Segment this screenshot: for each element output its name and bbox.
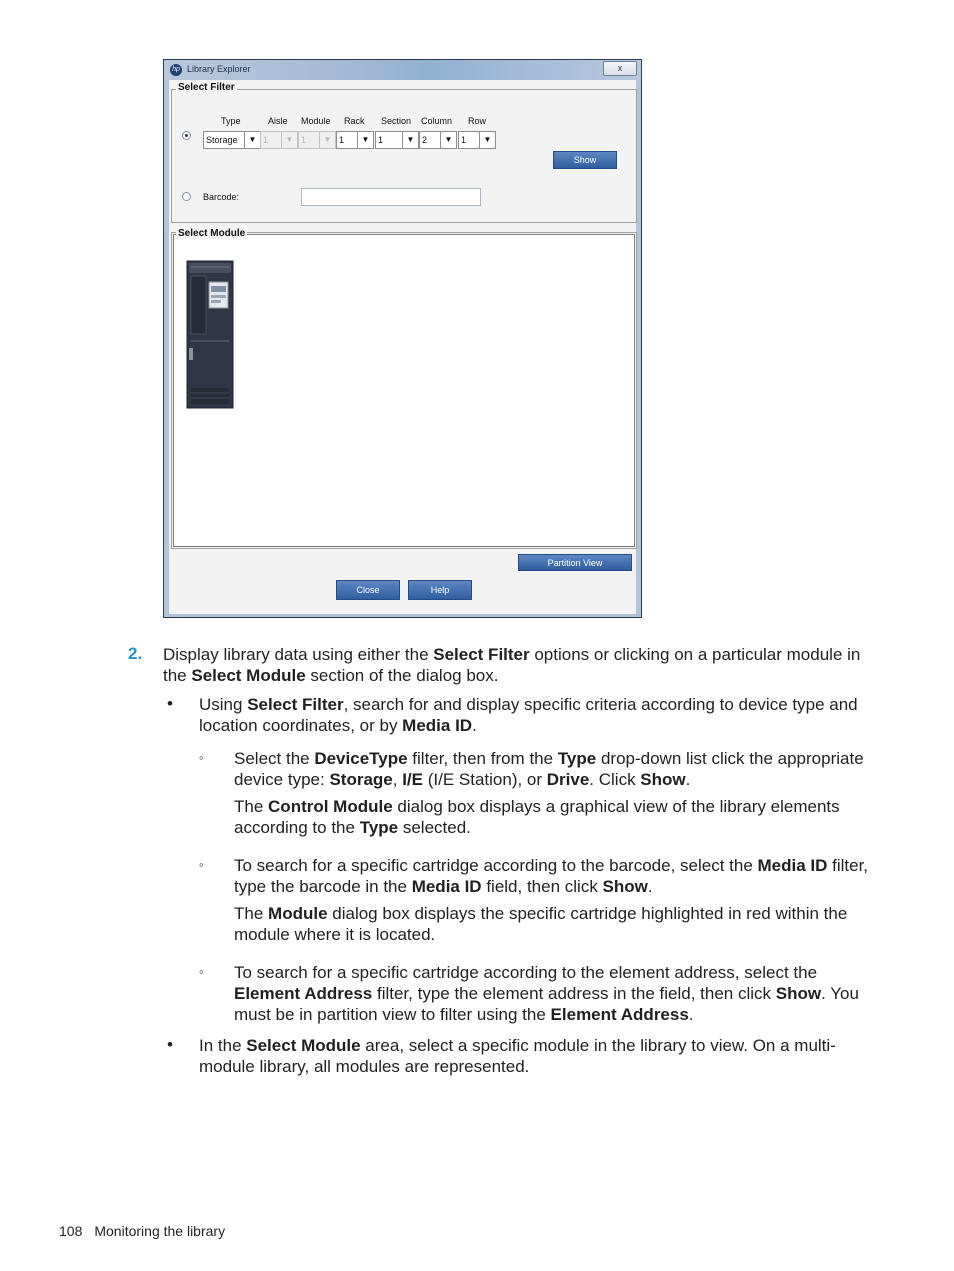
- row-dropdown-value: 1: [458, 131, 480, 149]
- frame-bottom: [164, 614, 641, 617]
- sub-bullet-device-type: Select the DeviceType filter, then from the Type drop-down list click the appropriate device type: Storage, I/E (I/E Station), or Drive. Click Show.: [234, 749, 864, 789]
- aisle-dropdown[interactable]: [260, 131, 298, 149]
- chevron-down-icon[interactable]: ▼: [480, 131, 496, 149]
- module-dropdown[interactable]: [298, 131, 336, 149]
- type-dropdown[interactable]: [203, 131, 261, 149]
- page-footer: [59, 1223, 225, 1239]
- column-header-type: Type: [221, 116, 241, 126]
- column-header-aisle: Aisle: [268, 116, 288, 126]
- chevron-down-icon[interactable]: ▼: [403, 131, 419, 149]
- column-header-module: Module: [301, 116, 331, 126]
- chevron-down-icon[interactable]: ▼: [282, 131, 298, 149]
- library-module-icon[interactable]: [186, 260, 234, 409]
- sub-bullet-marker: ◦: [199, 857, 204, 872]
- module-top-vent: [189, 263, 231, 273]
- hp-logo-icon: hp: [170, 64, 182, 76]
- bullet-select-module: In the Select Module area, select a specific module in the library to view. On a multi-module library, all modules are represented.: [199, 1036, 836, 1076]
- column-header-row: Row: [468, 116, 487, 126]
- bullet-select-filter: Using Select Filter, search for and display specific criteria according to device type and location coordinates, or by Media ID.: [199, 695, 858, 735]
- library-explorer-dialog: [163, 59, 642, 618]
- sub-bullet-marker: ◦: [199, 750, 204, 765]
- column-header-rack: Rack: [344, 116, 365, 126]
- module-dropdown-value: 1: [298, 131, 320, 149]
- window-close-button[interactable]: x: [603, 61, 637, 76]
- barcode-label: Barcode:: [203, 192, 240, 202]
- section-dropdown-value: 1: [375, 131, 403, 149]
- sub-bullet-marker: ◦: [199, 964, 204, 979]
- sub-bullet-barcode-result: The Module dialog box displays the specific cartridge highlighted in red within the module where it is located.: [234, 904, 848, 944]
- bullet-marker: •: [167, 694, 173, 713]
- column-header-column: Column: [421, 116, 453, 126]
- select-filter-label: Select Filter: [178, 82, 235, 93]
- page-number: 108: [59, 1223, 83, 1239]
- sub-bullet-device-type-result: The Control Module dialog box displays a graphical view of the library elements according to the Type selected.: [234, 797, 840, 837]
- close-button[interactable]: Close: [336, 580, 400, 600]
- sub-bullet-element-address: To search for a specific cartridge according to the element address, select the Element Address filter, type the element address in the field, then click Show. You must be in partition view to filter using the Element Address.: [234, 963, 859, 1024]
- step-paragraph: Display library data using either the Select Filter options or clicking on a particular module in the Select Module section of the dialog box.: [163, 645, 861, 685]
- partition-view-button[interactable]: Partition View: [518, 554, 632, 571]
- column-header-section: Section: [381, 116, 412, 126]
- sub-bullet-barcode: To search for a specific cartridge according to the barcode, select the Media ID filter, type the barcode in the Media ID field, then click Show.: [234, 856, 869, 896]
- type-dropdown-value: Storage: [203, 131, 245, 149]
- column-dropdown[interactable]: [419, 131, 457, 149]
- dialog-title: Library Explorer: [187, 64, 251, 74]
- module-lower-vent: [191, 388, 229, 404]
- location-filter-radio[interactable]: [182, 131, 191, 140]
- select-module-label: Select Module: [178, 228, 246, 239]
- barcode-filter-radio[interactable]: [182, 192, 191, 201]
- step-number: 2.: [128, 644, 143, 663]
- chevron-down-icon[interactable]: ▼: [358, 131, 374, 149]
- chevron-down-icon[interactable]: ▼: [441, 131, 457, 149]
- footer-section: Monitoring the library: [94, 1223, 226, 1239]
- help-button[interactable]: Help: [408, 580, 472, 600]
- section-dropdown[interactable]: [375, 131, 419, 149]
- title-bar: [164, 60, 641, 80]
- rack-dropdown[interactable]: [336, 131, 374, 149]
- aisle-dropdown-value: 1: [260, 131, 282, 149]
- column-dropdown-value: 2: [419, 131, 441, 149]
- frame-left: [164, 80, 169, 618]
- bullet-marker: •: [167, 1035, 173, 1054]
- chevron-down-icon[interactable]: ▼: [245, 131, 261, 149]
- row-dropdown[interactable]: [458, 131, 496, 149]
- module-view-area: [173, 234, 635, 547]
- rack-dropdown-value: 1: [336, 131, 358, 149]
- chevron-down-icon[interactable]: ▼: [320, 131, 336, 149]
- module-door-panel: [191, 276, 206, 334]
- barcode-input[interactable]: [301, 188, 481, 206]
- show-button[interactable]: Show: [553, 151, 617, 169]
